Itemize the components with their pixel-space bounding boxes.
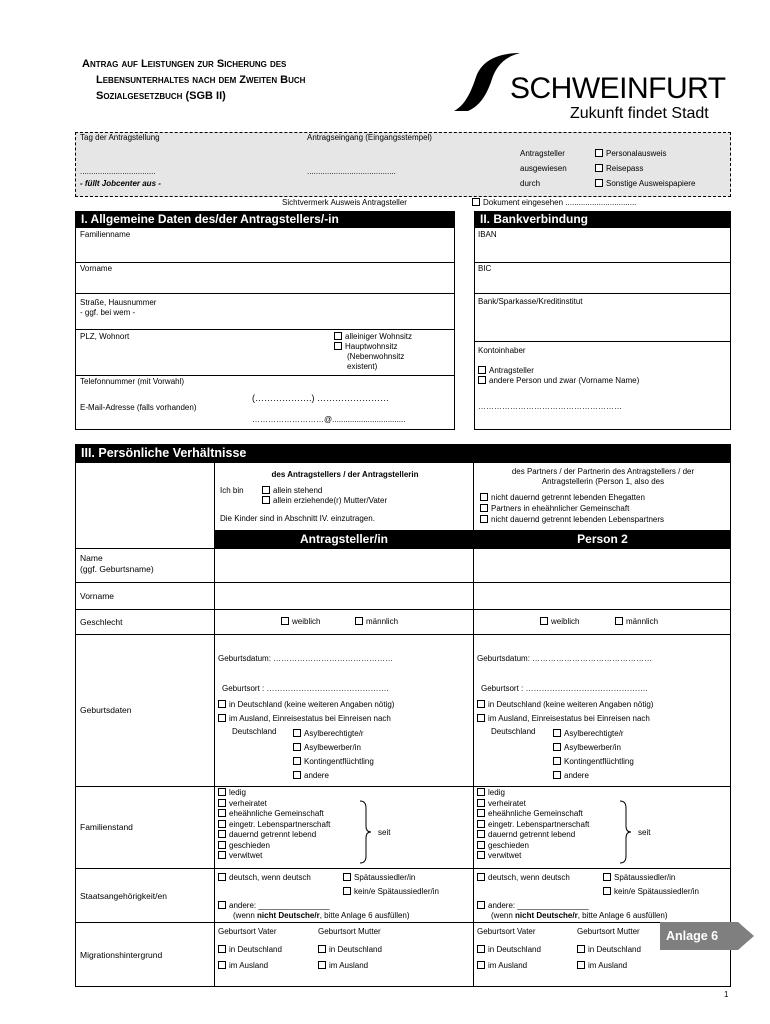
checkbox[interactable]	[478, 376, 486, 384]
checkbox[interactable]	[318, 961, 326, 969]
option-label: ledig	[229, 788, 246, 797]
doc-seen-label: Dokument eingesehen ................................	[483, 198, 637, 207]
brace-icon	[358, 800, 372, 864]
option-label: Hauptwohnsitz	[345, 342, 398, 351]
partner-ehegatte[interactable]	[480, 492, 664, 503]
option-label: deutsch, wenn deutsch	[229, 873, 311, 882]
checkbox[interactable]	[595, 164, 603, 172]
checkbox[interactable]	[334, 332, 342, 340]
option-label: im Ausland	[588, 961, 628, 970]
partner-eheaehnlich[interactable]	[480, 503, 664, 514]
option-label: Antragsteller	[489, 366, 534, 375]
checkbox[interactable]	[218, 901, 226, 909]
logo-name: SCHWEINFURT	[510, 72, 726, 105]
option-label: in Deutschland	[488, 945, 541, 954]
kinder-note: Die Kinder sind in Abschnitt IV. einzutragen.	[220, 514, 375, 523]
anlage-6-tab[interactable]	[660, 922, 754, 950]
fs-1-ledig[interactable]	[218, 788, 330, 799]
familienname-label: Familienname	[80, 230, 131, 239]
section-2-heading: II. Bankverbindung	[474, 211, 731, 228]
date-label: Tag der Antragstellung	[80, 133, 160, 142]
checkbox[interactable]	[262, 496, 270, 504]
checkbox[interactable]	[218, 820, 226, 828]
checkbox[interactable]	[577, 945, 585, 953]
asyl-2-2[interactable]	[553, 741, 634, 755]
iban-label: IBAN	[478, 230, 497, 239]
option-label: Asylbewerber/in	[564, 743, 621, 752]
mg-vater-2: Geburtsort Vater	[477, 927, 536, 936]
seit-1: seit	[378, 828, 391, 837]
id-option-reisepass[interactable]	[595, 161, 695, 176]
checkbox[interactable]	[595, 179, 603, 187]
checkbox[interactable]	[318, 945, 326, 953]
checkbox[interactable]	[218, 841, 226, 849]
form-title	[82, 56, 305, 104]
col-head-person2: Person 2	[474, 530, 731, 548]
mg-vater-1: Geburtsort Vater	[218, 927, 277, 936]
option-label: männlich	[366, 617, 399, 626]
geschlecht-maennlich-2[interactable]	[615, 617, 658, 627]
id-options	[595, 146, 695, 191]
fs-1-verwitwet[interactable]	[218, 851, 330, 862]
partner-lebenspartner[interactable]	[480, 514, 664, 525]
staat-note-2	[491, 911, 668, 921]
option-label: Kontingentflüchtling	[304, 757, 374, 766]
option-label: kein/e Spätaussiedler/in	[354, 887, 439, 896]
geb-ausland-1[interactable]	[218, 712, 394, 726]
checkbox[interactable]	[477, 961, 485, 969]
mg-vater-de-2[interactable]	[477, 942, 541, 958]
section-2-box	[474, 211, 731, 430]
doc-seen[interactable]	[472, 198, 636, 208]
checkbox[interactable]	[477, 809, 485, 817]
strasse-label: Straße, Hausnummer	[80, 298, 157, 307]
fs-2-ledig[interactable]	[477, 788, 589, 799]
checkbox[interactable]	[355, 617, 363, 625]
checkbox[interactable]	[478, 366, 486, 374]
title-line-3: Sozialgesetzbuch (SGB II)	[96, 90, 226, 102]
checkbox[interactable]	[615, 617, 623, 625]
option-label: geschieden	[229, 840, 270, 850]
checkbox[interactable]	[218, 809, 226, 817]
vorname-label: Vorname	[80, 264, 113, 273]
checkbox[interactable]	[480, 504, 488, 512]
fs-1-geschieden[interactable]	[218, 841, 330, 852]
col-head-antragsteller: Antragsteller/in	[214, 530, 474, 548]
checkbox[interactable]	[553, 771, 561, 779]
row-name-label	[80, 553, 154, 575]
entry-label: Antragseingang (Eingangsstempel)	[307, 133, 432, 142]
kontoinhaber-antragsteller[interactable]	[478, 366, 639, 376]
wohnsitz-note-2: existent)	[347, 362, 378, 371]
note-part: (wenn	[233, 911, 258, 920]
mg-mutter-options-2	[577, 942, 641, 974]
id-option-label: Reisepass	[606, 164, 644, 173]
col2-title	[476, 467, 730, 487]
checkbox[interactable]	[553, 743, 561, 751]
telefon-label: Telefonnummer (mit Vorwahl)	[80, 377, 185, 386]
fs-2-verwitwet[interactable]	[477, 851, 589, 862]
id-label-3: durch	[520, 179, 541, 188]
asyl-1-2[interactable]	[293, 741, 374, 755]
fs-2-getrennt[interactable]	[477, 830, 589, 841]
option-label: andere: ________________	[229, 901, 330, 910]
checkbox[interactable]	[477, 788, 485, 796]
checkbox[interactable]	[477, 873, 485, 881]
option-label: in Deutschland	[329, 945, 382, 954]
option-label: verheiratet	[229, 798, 267, 808]
mg-mutter-2: Geburtsort Mutter	[577, 927, 640, 936]
mg-mutter-ausland-1[interactable]	[318, 958, 382, 974]
id-option-label: Personalausweis	[606, 149, 667, 158]
asyl-options-2	[553, 727, 634, 783]
id-option-sonstige[interactable]	[595, 176, 695, 191]
checkbox[interactable]	[477, 820, 485, 828]
staat-spaet-1[interactable]	[343, 873, 415, 883]
geb-ort-2: Geburtsort : ……………………………………….	[481, 684, 648, 693]
fill-note: - füllt Jobcenter aus -	[80, 179, 161, 188]
bic-label: BIC	[478, 264, 492, 273]
row-vorname-label: Vorname	[80, 591, 115, 601]
option-label: andere	[564, 771, 589, 780]
geb-ausland-2[interactable]	[477, 712, 653, 726]
option-label: andere	[304, 771, 329, 780]
fs-1-getrennt[interactable]	[218, 830, 330, 841]
col2-title-1: des Partners / der Partnerin des Antragstellers / der	[511, 467, 695, 476]
asyl-1-1[interactable]	[293, 727, 374, 741]
email-dots: ………………………@.................................	[252, 415, 406, 424]
checkbox[interactable]	[218, 945, 226, 953]
option-label: im Ausland	[229, 961, 269, 970]
checkbox[interactable]	[218, 851, 226, 859]
asyl-1-3[interactable]	[293, 755, 374, 769]
option-label: deutsch, wenn deutsch	[488, 873, 570, 882]
title-line-1: Antrag auf Leistungen zur Sicherung des	[82, 58, 287, 70]
entry-dots: ........................................	[307, 167, 396, 176]
allein-erziehend[interactable]	[262, 496, 387, 506]
asyl-1-4[interactable]	[293, 769, 374, 783]
mg-mutter-options-1	[318, 942, 382, 974]
geb-datum-2: Geburtsdatum: ………………………………………	[477, 654, 653, 663]
asyl-2-1[interactable]	[553, 727, 634, 741]
checkbox[interactable]	[218, 830, 226, 838]
option-label: im Ausland	[488, 961, 528, 970]
allein-stehend[interactable]	[262, 486, 387, 496]
mg-vater-options-1	[218, 942, 282, 974]
checkbox[interactable]	[477, 714, 485, 722]
checkbox[interactable]	[293, 757, 301, 765]
option-label: nicht dauernd getrennt lebenden Ehegatten	[491, 493, 645, 502]
checkbox[interactable]	[603, 873, 611, 881]
checkbox[interactable]	[477, 830, 485, 838]
geb-options-2	[477, 698, 653, 726]
option-label: männlich	[626, 617, 659, 626]
checkbox[interactable]	[477, 841, 485, 849]
geb-datum-1: Geburtsdatum: ………………………………………	[218, 654, 394, 663]
kontoinhaber-options	[478, 366, 639, 386]
checkbox[interactable]	[540, 617, 548, 625]
staat-keinspaet-1[interactable]	[343, 887, 439, 897]
option-label: allein erziehende(r) Mutter/Vater	[273, 496, 388, 505]
row-geburt-label: Geburtsdaten	[80, 705, 132, 715]
checkbox[interactable]	[218, 799, 226, 807]
checkbox[interactable]	[477, 851, 485, 859]
geb-options-1	[218, 698, 394, 726]
brace-icon	[618, 800, 632, 864]
id-labels	[520, 146, 567, 191]
mg-vater-de-1[interactable]	[218, 942, 282, 958]
asyl-options-1	[293, 727, 374, 783]
checkbox[interactable]	[477, 700, 485, 708]
id-option-personalausweis[interactable]	[595, 146, 695, 161]
checkbox[interactable]	[218, 700, 226, 708]
plz-label: PLZ, Wohnort	[80, 332, 130, 341]
option-label: Spätaussiedler/in	[354, 873, 416, 882]
option-label: verwitwet	[229, 851, 263, 860]
checkbox[interactable]	[553, 757, 561, 765]
page-number: 1	[724, 990, 729, 999]
option-label: weiblich	[292, 617, 321, 626]
checkbox[interactable]	[477, 901, 485, 909]
row-staat-label: Staatsangehörigkeit/en	[80, 891, 167, 901]
asyl-2-3[interactable]	[553, 755, 634, 769]
fs-2-eheaehnlich[interactable]	[477, 809, 589, 820]
email-label: E-Mail-Adresse (falls vorhanden)	[80, 403, 197, 412]
checkbox[interactable]	[577, 961, 585, 969]
option-label: eheähnliche Gemeinschaft	[229, 809, 324, 818]
checkbox[interactable]	[480, 493, 488, 501]
partner-options	[480, 492, 664, 525]
familie-options-1	[218, 788, 330, 862]
allein-options	[262, 486, 387, 506]
fs-2-verheiratet[interactable]	[477, 799, 589, 810]
staat-deutsch-1[interactable]	[218, 873, 311, 883]
city-logo	[452, 45, 726, 125]
staat-keinspaet-2[interactable]	[603, 887, 699, 897]
checkbox[interactable]	[281, 617, 289, 625]
checkbox[interactable]	[218, 873, 226, 881]
option-label: andere: ________________	[488, 901, 589, 910]
checkbox[interactable]	[343, 887, 351, 895]
mg-mutter-ausland-2[interactable]	[577, 958, 641, 974]
section-1-heading: I. Allgemeine Daten des/der Antragstellers/-in	[75, 211, 455, 228]
option-label: im Ausland	[329, 961, 369, 970]
geb-in-de-2[interactable]	[477, 698, 653, 712]
row-geschlecht-label: Geschlecht	[80, 617, 123, 627]
option-label: im Ausland, Einreisestatus bei Einreisen nach	[229, 714, 391, 723]
option-label: dauernd getrennt lebend	[229, 830, 317, 839]
note-part: , bitte Anlage 6 ausfüllen)	[319, 911, 410, 920]
option-label: in Deutschland (keine weiteren Angaben nötig)	[488, 700, 654, 709]
strasse-sub: - ggf. bei wem -	[80, 308, 136, 317]
option-label: Asylberechtigte/r	[564, 729, 624, 738]
geb-ort-1: Geburtsort : ……………………………………….	[222, 684, 389, 693]
option-label: allein stehend	[273, 486, 323, 495]
checkbox[interactable]	[480, 515, 488, 523]
option-label: dauernd getrennt lebend	[488, 830, 576, 839]
option-label: weiblich	[551, 617, 580, 626]
ichbin-label: Ich bin	[220, 486, 244, 495]
option-label: Partners in eheähnlicher Gemeinschaft	[491, 504, 630, 513]
mg-mutter-de-1[interactable]	[318, 942, 382, 958]
col1-title: des Antragstellers / der Antragstellerin	[271, 470, 419, 479]
checkbox[interactable]	[293, 743, 301, 751]
staat-note-1	[233, 911, 410, 921]
option-label: im Ausland, Einreisestatus bei Einreisen nach	[488, 714, 650, 723]
checkbox[interactable]	[472, 198, 480, 206]
option-label: kein/e Spätaussiedler/in	[614, 887, 699, 896]
visa-label: Sichtvermerk Ausweis Antragsteller	[282, 198, 407, 207]
geb-in-de-1[interactable]	[218, 698, 394, 712]
row-name-2: (ggf. Geburtsname)	[80, 564, 154, 574]
option-label: nicht dauernd getrennt lebenden Lebenspartners	[491, 515, 665, 524]
checkbox[interactable]	[218, 961, 226, 969]
anlage-6-label: Anlage 6	[666, 929, 719, 943]
note-part: , bitte Anlage 6 ausfüllen)	[577, 911, 668, 920]
checkbox[interactable]	[595, 149, 603, 157]
bank-label: Bank/Sparkasse/Kreditinstitut	[478, 297, 583, 306]
checkbox[interactable]	[293, 729, 301, 737]
checkbox[interactable]	[553, 729, 561, 737]
option-label: Asylberechtigte/r	[304, 729, 364, 738]
checkbox[interactable]	[293, 771, 301, 779]
staat-deutsch-2[interactable]	[477, 873, 570, 883]
option-label: Kontingentflüchtling	[564, 757, 634, 766]
wohnsitz-options	[334, 332, 412, 372]
row-name-1: Name	[80, 553, 103, 563]
asyl-2-4[interactable]	[553, 769, 634, 783]
checkbox[interactable]	[477, 799, 485, 807]
checkbox[interactable]	[477, 945, 485, 953]
id-label-2: ausgewiesen	[520, 164, 567, 173]
fs-1-lebenspartner[interactable]	[218, 820, 330, 831]
staat-andere-2[interactable]	[477, 901, 589, 911]
wohnsitz-haupt[interactable]	[334, 342, 412, 352]
seit-2: seit	[638, 828, 651, 837]
option-label: verheiratet	[488, 798, 526, 808]
section-3-heading: III. Persönliche Verhältnisse	[75, 444, 731, 463]
kontoinhaber-label: Kontoinhaber	[478, 346, 526, 355]
kontoinhaber-andere[interactable]	[478, 376, 639, 386]
checkbox[interactable]	[603, 887, 611, 895]
note-part: (wenn	[491, 911, 516, 920]
mg-vater-options-2	[477, 942, 541, 974]
col2-title-2: Antragstellerin (Person 1, also des	[541, 477, 665, 486]
mg-vater-ausland-1[interactable]	[218, 958, 282, 974]
checkbox[interactable]	[343, 873, 351, 881]
option-label: ledig	[488, 788, 505, 797]
geschlecht-maennlich-1[interactable]	[355, 617, 398, 627]
fs-1-eheaehnlich[interactable]	[218, 809, 330, 820]
staat-spaet-2[interactable]	[603, 873, 675, 883]
staat-andere-1[interactable]	[218, 901, 330, 911]
wohnsitz-alleinig[interactable]	[334, 332, 412, 342]
option-label: in Deutschland	[229, 945, 282, 954]
checkbox[interactable]	[334, 342, 342, 350]
option-label: geschieden	[488, 840, 529, 850]
option-label: alleiniger Wohnsitz	[345, 332, 412, 341]
familie-options-2	[477, 788, 589, 862]
kontoinhaber-dots: ………………………………………………	[478, 402, 622, 411]
title-line-2: Lebensunterhaltes nach dem Zweiten Buch	[96, 74, 306, 86]
option-label: eingetr. Lebenspartnerschaft	[229, 819, 331, 829]
checkbox[interactable]	[218, 714, 226, 722]
deutschland-1: Deutschland	[232, 727, 277, 736]
option-label: Spätaussiedler/in	[614, 873, 676, 882]
option-label: eheähnliche Gemeinschaft	[488, 809, 583, 818]
row-migration-label: Migrationshintergrund	[80, 950, 163, 960]
mg-vater-ausland-2[interactable]	[477, 958, 541, 974]
fs-2-geschieden[interactable]	[477, 841, 589, 852]
fs-2-lebenspartner[interactable]	[477, 820, 589, 831]
geschlecht-weiblich-2[interactable]	[540, 617, 579, 627]
id-option-label: Sonstige Ausweispapiere	[606, 179, 696, 188]
fs-1-verheiratet[interactable]	[218, 799, 330, 810]
option-label: andere Person und zwar (Vorname Name)	[489, 376, 640, 385]
option-label: Asylbewerber/in	[304, 743, 361, 752]
option-label: in Deutschland (keine weiteren Angaben nötig)	[229, 700, 395, 709]
row-familie-label: Familienstand	[80, 822, 133, 832]
date-dots: ..................................	[80, 167, 156, 176]
option-label: in Deutschland	[588, 945, 641, 954]
note-bold: nicht Deutsche/r	[257, 911, 320, 920]
deutschland-2: Deutschland	[491, 727, 536, 736]
mg-mutter-1: Geburtsort Mutter	[318, 927, 381, 936]
id-label-1: Antragsteller	[520, 149, 565, 158]
mg-mutter-de-2[interactable]	[577, 942, 641, 958]
geschlecht-weiblich-1[interactable]	[281, 617, 320, 627]
checkbox[interactable]	[262, 486, 270, 494]
telefon-dots: (……………….) ……………………	[252, 393, 389, 403]
option-label: verwitwet	[488, 851, 522, 860]
logo-slogan: Zukunft findet Stadt	[570, 105, 709, 122]
note-bold: nicht Deutsche/r	[515, 911, 578, 920]
checkbox[interactable]	[218, 788, 226, 796]
option-label: eingetr. Lebenspartnerschaft	[488, 819, 590, 829]
wohnsitz-note-1: (Nebenwohnsitz	[347, 352, 405, 361]
